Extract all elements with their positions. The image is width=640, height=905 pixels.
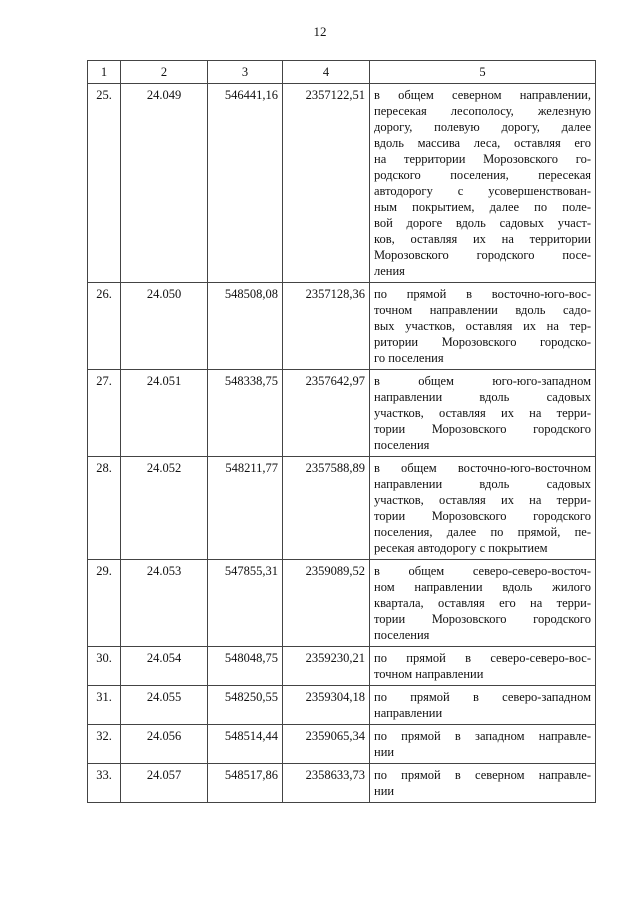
table-row <box>88 283 596 370</box>
description-line: вдоль массива леса, оставляя его <box>374 136 591 150</box>
description-line: ресекая автодорогу с покрытием <box>374 541 548 555</box>
description-line: тории Морозовского городского <box>374 612 591 626</box>
description-line: направлении вдоль садовых <box>374 477 591 491</box>
x-coordinate-cell: 548514,44 <box>208 725 283 764</box>
description-line: точном направлении вдоль садо- <box>374 303 591 317</box>
y-coordinate-cell: 2358633,73 <box>283 764 370 803</box>
table-row <box>88 560 596 647</box>
description-line: поселения <box>374 438 430 452</box>
description-line: тории Морозовского городского <box>374 509 591 523</box>
description-line: точном направлении <box>374 667 484 681</box>
description-line: ритории Морозовского городско- <box>374 335 591 349</box>
table-row <box>88 647 596 686</box>
row-number-cell: 27. <box>88 370 121 457</box>
description-line: в общем восточно-юго-восточном <box>374 461 591 475</box>
row-number-cell: 29. <box>88 560 121 647</box>
boundary-table <box>87 60 596 803</box>
description-line: вой дороге вдоль садовых участ- <box>374 216 591 230</box>
point-id-cell: 24.049 <box>121 84 208 283</box>
point-id-cell: 24.055 <box>121 686 208 725</box>
row-number-cell: 25. <box>88 84 121 283</box>
description-line: го поселения <box>374 351 444 365</box>
page-number: 12 <box>313 24 327 39</box>
table-row <box>88 84 596 283</box>
y-coordinate-cell: 2357122,51 <box>283 84 370 283</box>
description-line: вых участков, оставляя их на тер- <box>374 319 591 333</box>
description-line: тории Морозовского городского <box>374 422 591 436</box>
description-line: Морозовского городского посе- <box>374 248 591 262</box>
description-cell <box>370 560 596 647</box>
x-coordinate-cell: 548338,75 <box>208 370 283 457</box>
description-cell <box>370 725 596 764</box>
description-line: квартала, оставляя его на терри- <box>374 596 591 610</box>
y-coordinate-cell: 2357642,97 <box>283 370 370 457</box>
column-header-1: 1 <box>88 61 121 84</box>
column-header-4: 4 <box>283 61 370 84</box>
description-line: ления <box>374 264 405 278</box>
description-line: по прямой в северном направле- <box>374 768 591 782</box>
point-id-cell: 24.056 <box>121 725 208 764</box>
description-line: на территории Морозовского го- <box>374 152 591 166</box>
description-line: направлении вдоль садовых <box>374 390 591 404</box>
description-line: поселения <box>374 628 430 642</box>
description-line: ном направлении вдоль жилого <box>374 580 591 594</box>
table-row <box>88 764 596 803</box>
point-id-cell: 24.057 <box>121 764 208 803</box>
row-number-cell: 28. <box>88 457 121 560</box>
description-line: направлении <box>374 706 443 720</box>
y-coordinate-cell: 2359304,18 <box>283 686 370 725</box>
description-line: нии <box>374 784 395 798</box>
header-row <box>88 61 596 84</box>
description-line: по прямой в западном направле- <box>374 729 591 743</box>
description-cell <box>370 457 596 560</box>
description-line: автодорогу с усовершенствован- <box>374 184 591 198</box>
description-cell <box>370 647 596 686</box>
description-line: дорогу, полевую дорогу, далее <box>374 120 591 134</box>
point-id-cell: 24.053 <box>121 560 208 647</box>
description-line: по прямой в северо-западном <box>374 690 591 704</box>
description-cell <box>370 686 596 725</box>
column-header-5: 5 <box>370 61 596 84</box>
table-row <box>88 686 596 725</box>
y-coordinate-cell: 2359230,21 <box>283 647 370 686</box>
x-coordinate-cell: 548517,86 <box>208 764 283 803</box>
y-coordinate-cell: 2357588,89 <box>283 457 370 560</box>
y-coordinate-cell: 2357128,36 <box>283 283 370 370</box>
y-coordinate-cell: 2359065,34 <box>283 725 370 764</box>
description-cell <box>370 283 596 370</box>
x-coordinate-cell: 548508,08 <box>208 283 283 370</box>
y-coordinate-cell: 2359089,52 <box>283 560 370 647</box>
table-row <box>88 725 596 764</box>
table-row <box>88 457 596 560</box>
column-header-2: 2 <box>121 61 208 84</box>
x-coordinate-cell: 548250,55 <box>208 686 283 725</box>
description-cell <box>370 764 596 803</box>
description-cell <box>370 84 596 283</box>
description-line: пересекая лесополосу, железную <box>374 104 591 118</box>
table-row <box>88 370 596 457</box>
x-coordinate-cell: 546441,16 <box>208 84 283 283</box>
description-line: поселения, далее по прямой, пе- <box>374 525 591 539</box>
x-coordinate-cell: 547855,31 <box>208 560 283 647</box>
row-number-cell: 31. <box>88 686 121 725</box>
description-line: в общем северо-северо-восточ- <box>374 564 591 578</box>
point-id-cell: 24.051 <box>121 370 208 457</box>
column-header-3: 3 <box>208 61 283 84</box>
x-coordinate-cell: 548048,75 <box>208 647 283 686</box>
row-number-cell: 30. <box>88 647 121 686</box>
description-line: по прямой в северо-северо-вос- <box>374 651 591 665</box>
description-line: по прямой в восточно-юго-вос- <box>374 287 591 301</box>
description-line: нии <box>374 745 395 759</box>
point-id-cell: 24.052 <box>121 457 208 560</box>
description-line: ным покрытием, далее по поле- <box>374 200 591 214</box>
description-line: в общем юго-юго-западном <box>374 374 591 388</box>
description-line: в общем северном направлении, <box>374 88 591 102</box>
description-line: участков, оставляя их на терри- <box>374 493 591 507</box>
description-cell <box>370 370 596 457</box>
row-number-cell: 33. <box>88 764 121 803</box>
description-line: родского поселения, пересекая <box>374 168 591 182</box>
row-number-cell: 26. <box>88 283 121 370</box>
x-coordinate-cell: 548211,77 <box>208 457 283 560</box>
description-line: участков, оставляя их на терри- <box>374 406 591 420</box>
row-number-cell: 32. <box>88 725 121 764</box>
point-id-cell: 24.050 <box>121 283 208 370</box>
description-line: ков, оставляя их на территории <box>374 232 591 246</box>
point-id-cell: 24.054 <box>121 647 208 686</box>
table-body <box>88 84 596 803</box>
